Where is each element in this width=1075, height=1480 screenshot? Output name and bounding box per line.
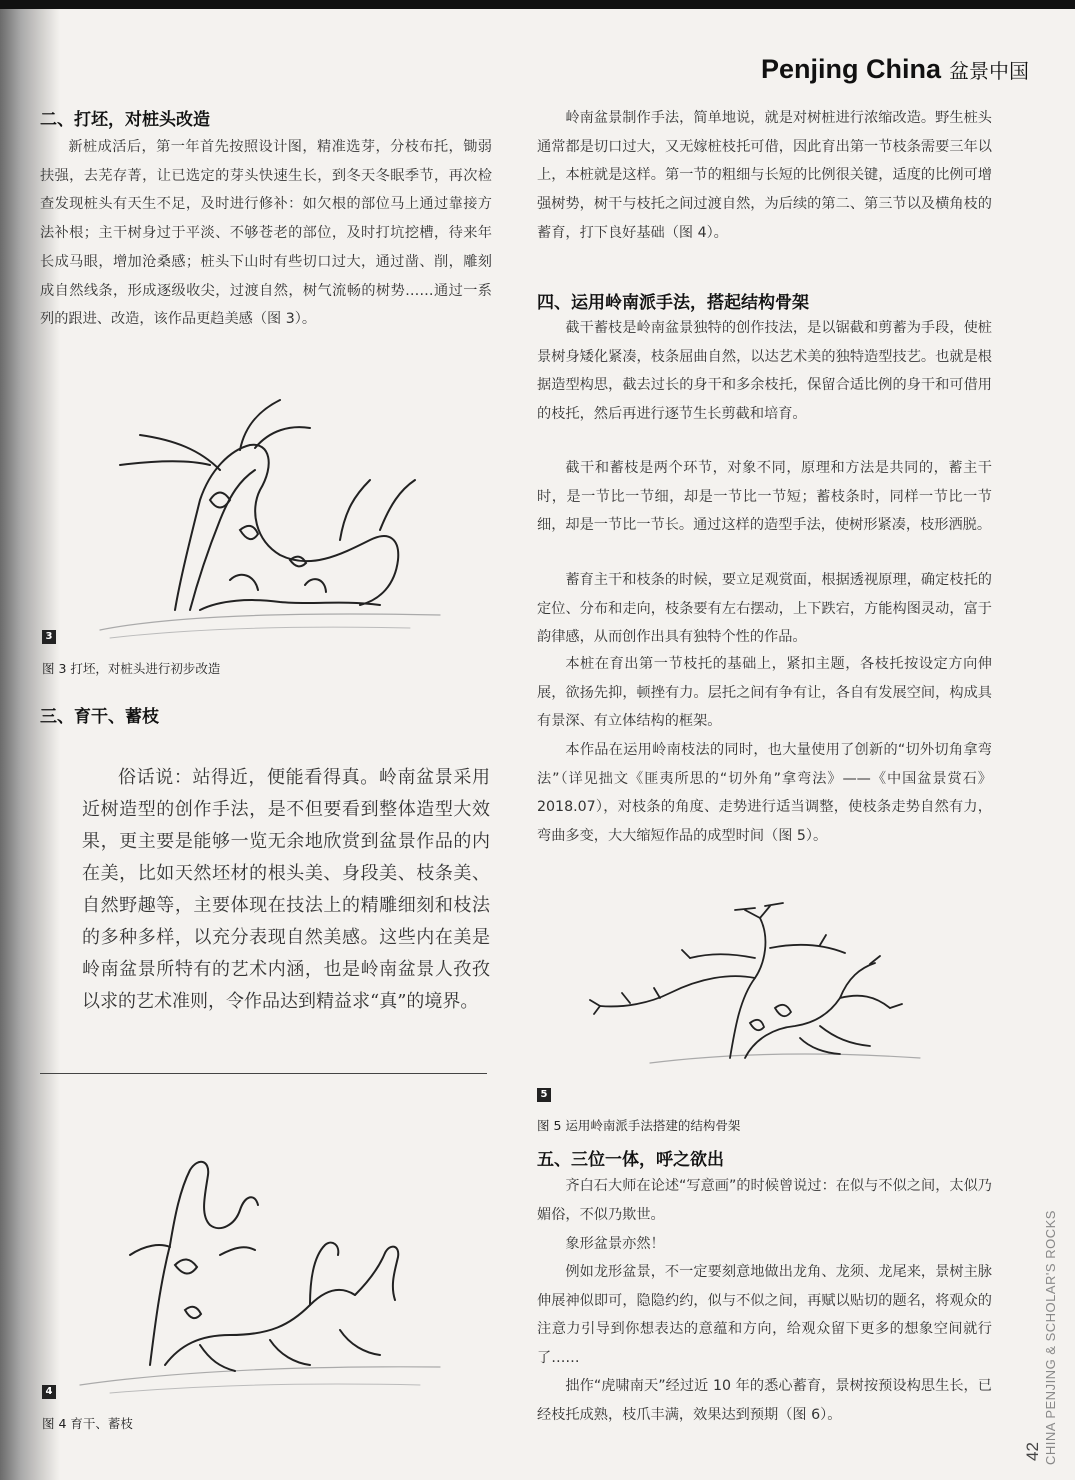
figure-3-number-badge: 3 bbox=[42, 630, 56, 644]
section-5-paragraph-1: 齐白石大师在论述“写意画”的时候曾说过：在似与不似之间，太似乃媚俗，不似乃欺世。 bbox=[537, 1178, 992, 1223]
magazine-header bbox=[761, 54, 1029, 85]
figure-3-sketch bbox=[80, 380, 450, 650]
section-4-paragraph-1: 截干蓄枝是岭南盆景独特的创作技法，是以锯截和剪蓄为手段，使桩景树身矮化紧凑，枝条屈曲自然，以达艺术美的独特造型技艺。也就是根据造型构思，截去过长的身干和多余枝托，保留合适比例的身干和可借用的枝托，然后再进行逐节生长剪截和培育。 bbox=[537, 320, 992, 423]
section-3-heading: 三、育干、蓄枝 bbox=[40, 707, 159, 727]
section-4-heading: 四、运用岭南派手法，搭起结构骨架 bbox=[537, 293, 809, 313]
header-title-en: Penjing China bbox=[760, 54, 941, 84]
header-title-cn: 盆景中国 bbox=[949, 59, 1029, 83]
vertical-magazine-name bbox=[1025, 1155, 1058, 1465]
section-2-paragraph: 新桩成活后，第一年首先按照设计图，精准选芽，分枝布托，锄弱扶强，去芜存菁，让已选定的芽头快速生长，到冬天冬眠季节，再次检查发现桩头有天生不足，及时进行修补：如欠根的部位马上通过靠接方法补根；主干树身过于平淡、不够苍老的部位，及时打坑挖槽，待来年长成马眼，增加沧桑感；桩头下山时有些切口过大，通过凿、削，雕刻成自然线条，形成逐级收尖，过渡自然，树气流畅的树势……通过一系列的跟进、改造，该作品更趋美感（图 3）。 bbox=[40, 139, 492, 328]
page-number: 42 bbox=[1023, 1442, 1042, 1461]
figure-4-sketch bbox=[70, 1135, 450, 1400]
section-5-paragraph-3: 例如龙形盆景，不一定要刻意地做出龙角、龙须、龙尾来，景树主脉伸展神似即可，隐隐约约，似与不似之间，再赋以贴切的题名，将观众的注意力引导到你想表达的意蕴和方向，给观众留下更多的想象空间就行了…… bbox=[537, 1264, 992, 1367]
side-text: CHINA PENJING & SCHOLAR'S ROCKS bbox=[1043, 1210, 1058, 1465]
top-edge-bar bbox=[0, 0, 1075, 9]
figure-5-caption: 图 5 运用岭南派手法搭建的结构骨架 bbox=[537, 1118, 741, 1133]
section-5-heading: 五、三位一体，呼之欲出 bbox=[537, 1150, 724, 1170]
section-5-paragraph-2: 象形盆景亦然！ bbox=[565, 1236, 665, 1252]
section-5-paragraph-4: 拙作“虎啸南天”经过近 10 年的悉心蓄育，景树按预设构思生长，已经枝托成熟，枝爪丰满，效果达到预期（图 6）。 bbox=[537, 1378, 992, 1423]
section-4-paragraph-2: 截干和蓄枝是两个环节，对象不同，原理和方法是共同的，蓄主干时，是一节比一节细，却是一节比一节短；蓄枝条时，同样一节比一节细，却是一节比一节长。通过这样的造型手法，使树形紧凑，枝形洒脱。 bbox=[537, 460, 992, 534]
section-4-paragraph-4: 本桩在育出第一节枝托的基础上，紧扣主题，各枝托按设定方向伸展，欲扬先抑，顿挫有力。层托之间有争有让，各自有发展空间，构成具有景深、有立体结构的框架。 bbox=[537, 656, 992, 730]
figure-4-caption: 图 4 育干、蓄枝 bbox=[42, 1416, 133, 1431]
figure-5-sketch bbox=[570, 898, 930, 1078]
figure-5-number-badge: 5 bbox=[537, 1088, 551, 1102]
section-4-paragraph-3: 蓄育主干和枝条的时候，要立足观赏面，根据透视原理，确定枝托的定位、分布和走向，枝条要有左右摆动，上下跌宕，方能构图灵动，富于韵律感，从而创作出具有独特个性的作品。 bbox=[537, 572, 992, 646]
section-3-quote: 俗话说：站得近，便能看得真。岭南盆景采用近树造型的创作手法，是不但要看到整体造型大效果，更主要是能够一览无余地欣赏到盆景作品的内在美，比如天然坯材的根头美、身段美、枝条美、自然野趣等，主要体现在技法上的精雕细刻和枝法的多种多样，以充分表现自然美感。这些内在美是岭南盆景所特有的艺术内涵，也是岭南盆景人孜孜以求的艺术准则，令作品达到精益求“真”的境界。 bbox=[82, 767, 490, 1012]
figure-3-caption: 图 3 打坯，对桩头进行初步改造 bbox=[42, 661, 221, 676]
figure-4-number-badge: 4 bbox=[42, 1385, 56, 1399]
section-2-heading: 二、打坯，对桩头改造 bbox=[40, 110, 210, 130]
column-divider bbox=[40, 1073, 487, 1074]
section-4-paragraph-5: 本作品在运用岭南枝法的同时，也大量使用了创新的“切外切角拿弯法”（详见拙文《匪夷所思的“切外角”拿弯法》——《中国盆景赏石》2018.07），对枝条的角度、走势进行适当调整，使枝条走势自然有力，弯曲多变，大大缩短作品的成型时间（图 5）。 bbox=[537, 742, 992, 845]
right-paragraph-1: 岭南盆景制作手法，简单地说，就是对树桩进行浓缩改造。野生桩头通常都是切口过大，又无嫁桩枝托可借，因此育出第一节枝条需要三年以上，本桩就是这样。第一节的粗细与长短的比例很关键，适度的比例可增强树势，树干与枝托之间过渡自然，为后续的第二、第三节以及横角枝的蓄育，打下良好基础（图 4）。 bbox=[537, 110, 992, 241]
